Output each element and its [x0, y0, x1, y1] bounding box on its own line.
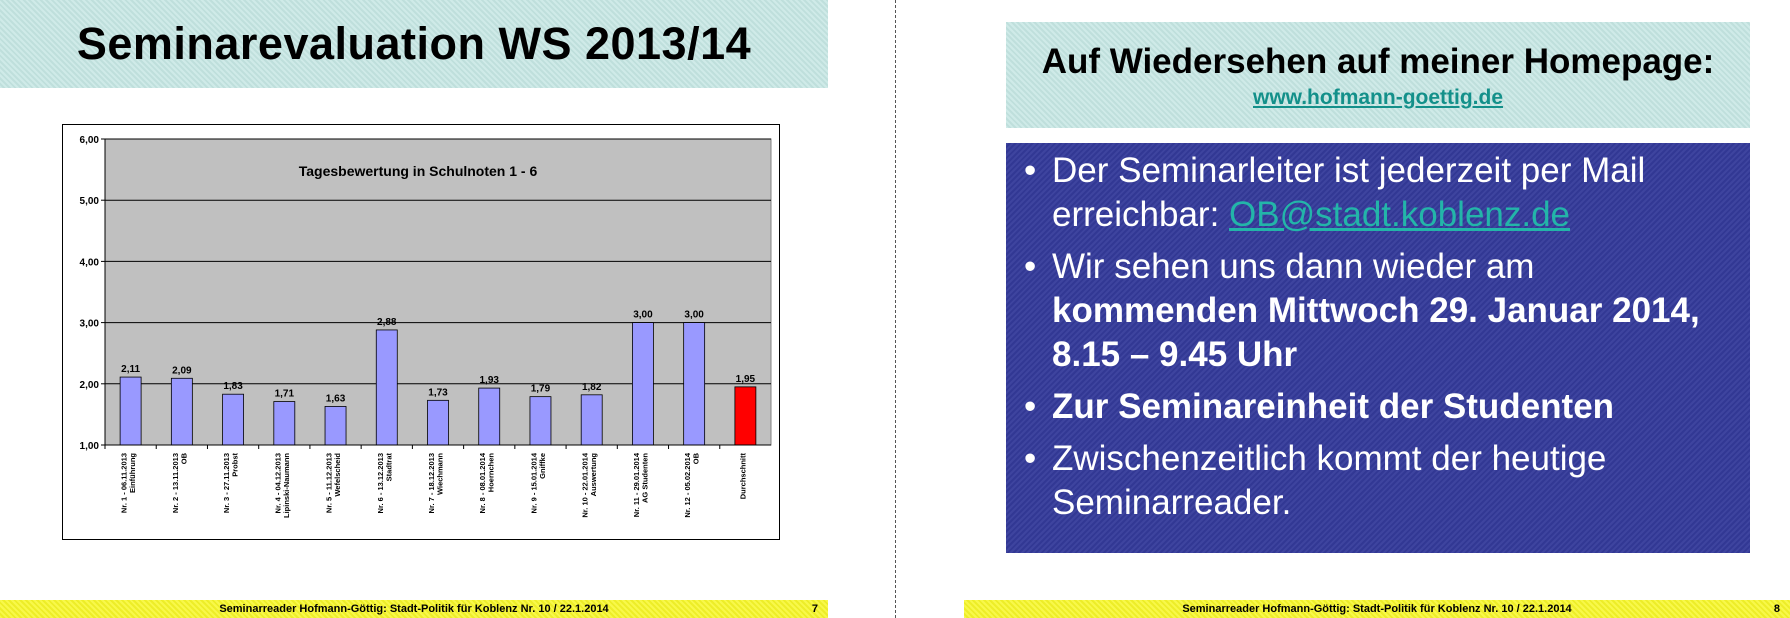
x-tick-label-line: Nr. 9 - 15.01.2014	[529, 453, 539, 514]
y-tick-label: 5,00	[79, 196, 99, 208]
x-tick-label-line: Lipinski-Naumann	[281, 453, 291, 519]
evaluation-bar-chart	[63, 125, 779, 539]
x-tick-label-line: Wefelscheid	[333, 453, 343, 497]
page-number: 7	[811, 603, 818, 615]
right-header	[1006, 22, 1750, 128]
x-tick-label-line: Probst	[230, 453, 240, 477]
x-tick-label-line: Wiechmann	[435, 453, 445, 496]
y-tick-label: 6,00	[79, 135, 99, 146]
bar	[171, 378, 192, 445]
bullet-item	[1018, 385, 1730, 429]
data-label: 2,11	[121, 364, 141, 376]
data-label: 1,83	[223, 381, 243, 393]
bullet-item	[1018, 149, 1730, 237]
bar	[632, 323, 653, 445]
data-label: 1,93	[479, 375, 499, 387]
x-tick-label	[171, 452, 189, 513]
x-tick-label-line: Nr. 7 - 18.12.2013	[427, 453, 436, 514]
x-tick-label	[376, 453, 394, 514]
x-tick-label-line: Auswertung	[589, 453, 599, 497]
bar	[120, 377, 141, 445]
bar	[735, 387, 756, 445]
bar	[325, 406, 346, 445]
x-tick-label	[738, 453, 747, 500]
left-title-bar	[0, 0, 828, 88]
bullet-list	[1018, 149, 1730, 525]
x-tick-label-line: Hoernchen	[486, 453, 496, 493]
bullet-bold: Zur Seminareinheit der Studenten	[1052, 387, 1615, 426]
data-label: 1,82	[581, 381, 602, 393]
page-number: 8	[1773, 603, 1780, 615]
x-tick-label-line: Nr. 10 - 22.01.2014	[580, 453, 590, 518]
email-link[interactable]: OB@stadt.koblenz.de	[1229, 195, 1571, 234]
y-tick-label: 3,00	[79, 318, 99, 330]
bar	[376, 330, 397, 445]
x-tick-label	[427, 453, 445, 514]
x-tick-label	[325, 453, 343, 513]
data-label: 1,63	[325, 393, 346, 405]
x-tick-label-line: AG Studenten	[640, 453, 650, 503]
x-tick-label-line: Stadtrat	[384, 453, 394, 482]
x-tick-label	[581, 452, 599, 517]
data-label: 3,00	[684, 309, 704, 321]
y-tick-label: 1,00	[79, 441, 99, 452]
bar	[530, 397, 551, 445]
x-tick-label-line: Nr. 5 - 11.12.2013	[324, 453, 334, 514]
data-label: 2,09	[172, 365, 192, 377]
chart-frame	[62, 124, 780, 540]
x-tick-label	[222, 453, 240, 514]
bullet-item	[1018, 245, 1730, 377]
y-tick-label: 2,00	[79, 379, 99, 391]
footer-text: Seminarreader Hofmann-Göttig: Stadt-Politik für Koblenz Nr. 10 / 22.1.2014	[219, 603, 609, 615]
plot-area	[105, 139, 771, 445]
bar	[223, 394, 244, 445]
x-tick-label-line: Nr. 2 - 13.11.2013	[170, 453, 180, 514]
data-label: 3,00	[633, 309, 653, 321]
homepage-link[interactable]: www.hofmann-goettig.de	[1252, 86, 1504, 109]
farewell-heading: Auf Wiedersehen auf meiner Homepage:	[1041, 42, 1715, 81]
x-tick-label	[273, 453, 291, 518]
left-footer	[0, 600, 828, 618]
bullet-text: Wir sehen uns dann wieder am	[1052, 247, 1535, 286]
x-tick-label	[478, 452, 496, 513]
footer-text: Seminarreader Hofmann-Göttig: Stadt-Politik für Koblenz Nr. 10 / 22.1.2014	[1182, 603, 1572, 615]
bullet-panel	[1006, 143, 1750, 553]
data-label: 1,95	[735, 373, 756, 385]
data-label: 2,88	[377, 316, 397, 328]
right-footer	[964, 600, 1790, 618]
x-tick-label-line: Nr. 12 - 05.02.2014	[683, 453, 693, 518]
page-divider	[895, 0, 896, 618]
x-tick-label	[632, 452, 650, 517]
data-label: 1,71	[274, 388, 295, 400]
bar	[428, 400, 449, 445]
x-tick-label-line: Nr. 1 - 06.11.2013	[119, 453, 129, 514]
chart-title: Tagesbewertung in Schulnoten 1 - 6	[298, 163, 538, 179]
x-tick-label	[120, 453, 138, 513]
data-label: 1,79	[530, 383, 551, 395]
x-tick-label-line: Durchschnitt	[738, 453, 748, 500]
x-tick-label-line: Nr. 8 - 08.01.2014	[478, 453, 488, 514]
x-tick-label-line: Nr. 11 - 29.01.2014	[631, 453, 641, 518]
x-tick-label-line: Nr. 3 - 27.11.2013	[222, 453, 232, 514]
x-tick-label-line: Nr. 4 - 04.12.2013	[273, 453, 283, 514]
x-tick-label	[529, 452, 547, 513]
x-tick-label-line: OB	[691, 453, 701, 465]
bar	[581, 395, 602, 445]
x-tick-label	[683, 452, 701, 517]
bullet-date-bold: kommenden Mittwoch 29. Januar 2014, 8.15 – 9.45 Uhr	[1052, 291, 1700, 374]
bullet-item	[1018, 437, 1730, 525]
slide-title: Seminarevaluation WS 2013/14	[76, 18, 752, 69]
bar	[684, 323, 705, 445]
x-tick-label-line: Einführung	[128, 453, 138, 493]
x-tick-label-line: Nr. 6 - 13.12.2013	[375, 453, 385, 514]
bullet-text: Zwischenzeitlich kommt der heutige Seminarreader.	[1052, 439, 1607, 522]
bar	[274, 402, 295, 445]
bar	[479, 388, 500, 445]
data-label: 1,73	[428, 387, 448, 399]
x-tick-label-line: Gniffke	[537, 453, 547, 479]
bullet-text: Der Seminarleiter ist jederzeit per Mail erreichbar:	[1052, 151, 1646, 234]
y-tick-label: 4,00	[79, 257, 99, 269]
x-tick-label-line: OB	[179, 453, 189, 465]
